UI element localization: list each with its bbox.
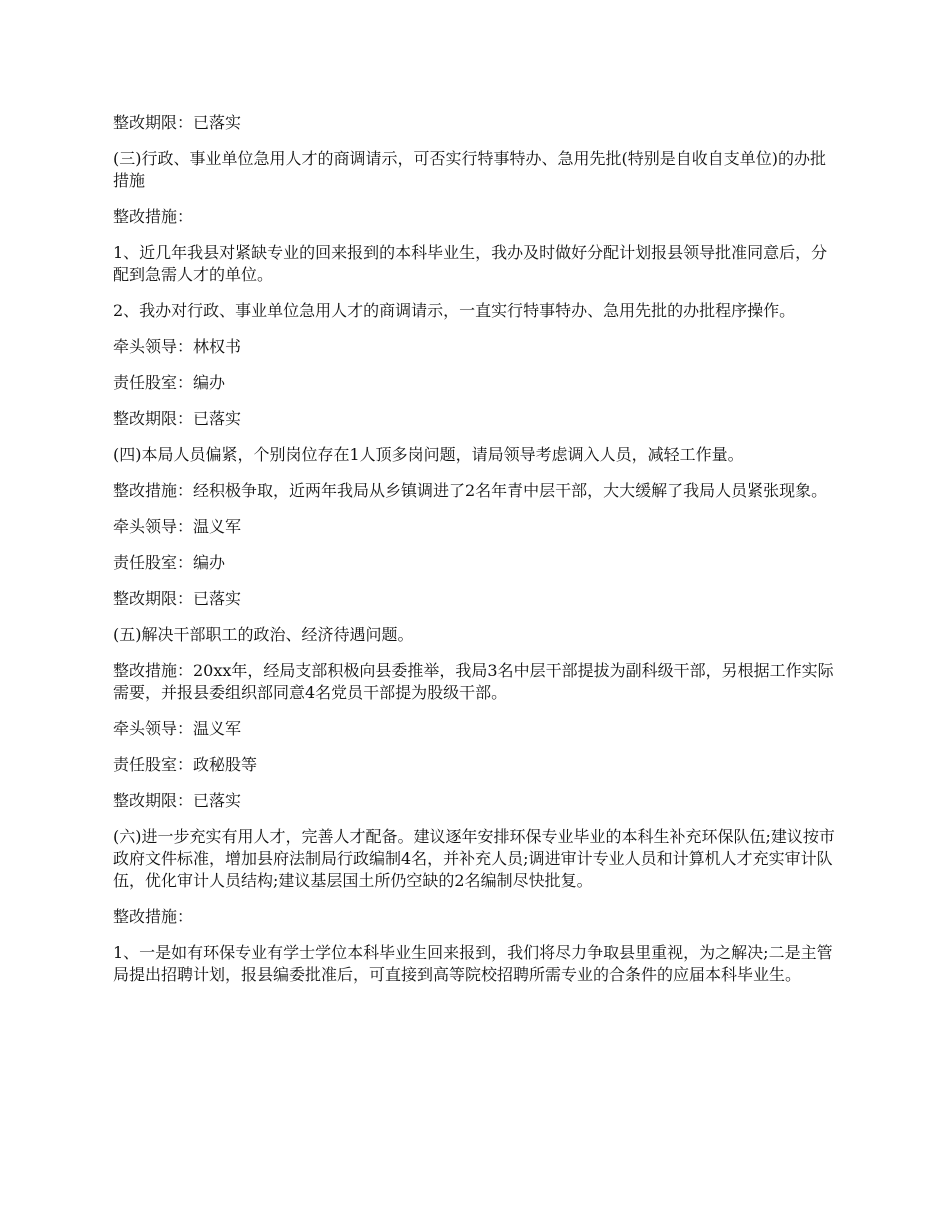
- paragraph-item-5-heading: (五)解决干部职工的政治、经济待遇问题。: [113, 625, 414, 644]
- paragraph-deadline-2: 整改期限：已落实: [113, 409, 242, 428]
- paragraph-office-1: 责任股室：编办: [113, 373, 226, 392]
- paragraph-measures-label-1: 整改措施：: [113, 207, 194, 226]
- paragraph-office-2: 责任股室：编办: [113, 553, 226, 572]
- paragraph-leader-3: 牵头领导：温义军: [113, 719, 242, 738]
- paragraph-measure-6-1: 1、一是如有环保专业有学士学位本科毕业生回来报到，我们将尽力争取县里重视，为之解决;二是主管局提出招聘计划，报县编委批准后，可直接到高等院校招聘所需专业的合条件的应届本科毕业生。: [113, 943, 833, 984]
- paragraph-item-6-heading: (六)进一步充实有用人才，完善人才配备。建议逐年安排环保专业毕业的本科生补充环保队伍;建议按市政府文件标准，增加县府法制局行政编制4名，并补充人员;调进审计专业人员和计算机人才充实审计队伍，优化审计人员结构;建议基层国土所仍空缺的2名编制尽快批复。: [113, 827, 835, 890]
- paragraph-deadline-4: 整改期限：已落实: [113, 791, 242, 810]
- paragraph-measure-4: 整改措施：经积极争取，近两年我局从乡镇调进了2名年青中层干部，大大缓解了我局人员紧张现象。: [113, 481, 828, 500]
- paragraph-leader-1: 牵头领导：林权书: [113, 337, 242, 356]
- paragraph-deadline-3: 整改期限：已落实: [113, 589, 242, 608]
- paragraph-deadline-1: 整改期限：已落实: [113, 113, 242, 132]
- paragraph-office-3: 责任股室：政秘股等: [113, 755, 258, 774]
- paragraph-measure-5: 整改措施：20xx年，经局支部积极向县委推举，我局3名中层干部提拔为副科级干部，另根据工作实际需要，并报县委组织部同意4名党员干部提为股级干部。: [113, 661, 834, 702]
- paragraph-leader-2: 牵头领导：温义军: [113, 517, 242, 536]
- paragraph-measure-3-2: 2、我办对行政、事业单位急用人才的商调请示，一直实行特事特办、急用先批的办批程序操作。: [113, 301, 796, 320]
- paragraph-item-3-heading: (三)行政、事业单位急用人才的商调请示，可否实行特事特办、急用先批(特别是自收自支单位)的办批措施: [113, 149, 826, 190]
- paragraph-measures-label-2: 整改措施：: [113, 907, 194, 926]
- document-body: [113, 112, 841, 1000]
- paragraph-item-4-heading: (四)本局人员偏紧，个别岗位存在1人顶多岗问题，请局领导考虑调入人员，减轻工作量。: [113, 445, 744, 464]
- paragraph-measure-3-1: 1、近几年我县对紧缺专业的回来报到的本科毕业生，我办及时做好分配计划报县领导批准同意后，分配到急需人才的单位。: [113, 243, 828, 284]
